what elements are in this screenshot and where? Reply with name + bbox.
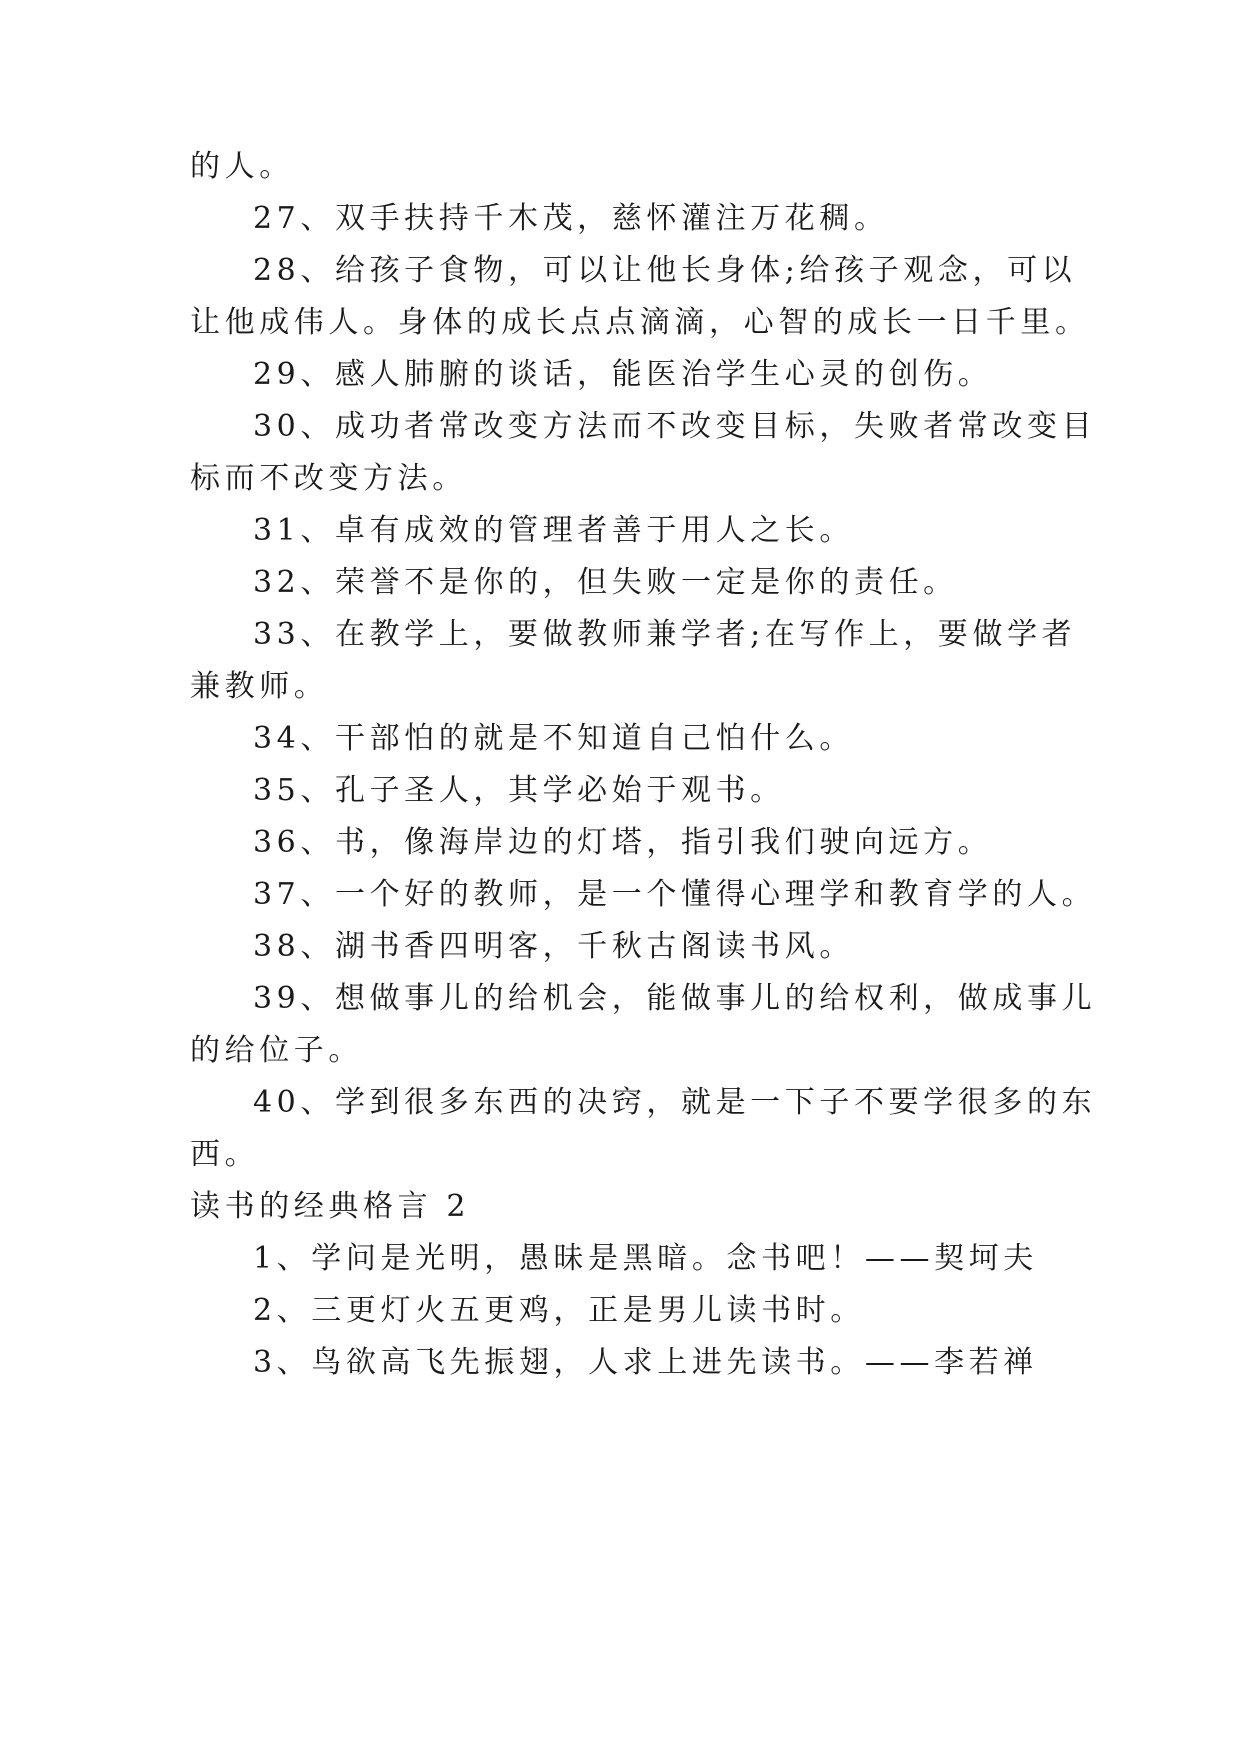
text-line: 的人。 — [190, 149, 294, 184]
quote-40: 40、学到很多东西的决窍，就是一下子不要学很多的东 — [253, 1085, 1097, 1120]
text-line: 标而不改变方法。 — [190, 461, 467, 496]
quote-27: 27、双手扶持千木茂，慈怀灌注万花稠。 — [253, 201, 889, 236]
quote-34: 34、干部怕的就是不知道自己怕什么。 — [253, 721, 854, 756]
quote-37: 37、一个好的教师，是一个懂得心理学和教育学的人。 — [253, 877, 1097, 912]
text-line: 兼教师。 — [190, 669, 329, 704]
quote-2: 2、三更灯火五更鸡，正是男儿读书时。 — [253, 1293, 865, 1328]
text-line: 西。 — [190, 1137, 260, 1172]
quote-39: 39、想做事儿的给机会，能做事儿的给权利，做成事儿 — [253, 981, 1097, 1016]
quote-38: 38、湖书香四明客，千秋古阁读书风。 — [253, 929, 854, 964]
quote-32: 32、荣誉不是你的，但失败一定是你的责任。 — [253, 565, 958, 600]
quote-35: 35、孔子圣人，其学必始于观书。 — [253, 773, 785, 808]
quote-1: 1、学问是光明，愚昧是黑暗。念书吧！——契坷夫 — [253, 1241, 1038, 1276]
quote-29: 29、感人肺腑的谈话，能医治学生心灵的创伤。 — [253, 357, 993, 392]
quote-33: 33、在教学上，要做教师兼学者;在写作上，要做学者 — [253, 617, 1077, 652]
quote-36: 36、书，像海岸边的灯塔，指引我们驶向远方。 — [253, 825, 993, 860]
section-heading: 读书的经典格言 2 — [190, 1189, 471, 1224]
text-line: 的给位子。 — [190, 1033, 363, 1068]
text-line: 让他成伟人。身体的成长点点滴滴，心智的成长一日千里。 — [190, 305, 1090, 340]
quote-30: 30、成功者常改变方法而不改变目标，失败者常改变目 — [253, 409, 1097, 444]
quote-3: 3、鸟欲高飞先振翅，人求上进先读书。——李若禅 — [253, 1345, 1038, 1380]
quote-31: 31、卓有成效的管理者善于用人之长。 — [253, 513, 854, 548]
quote-28: 28、给孩子食物，可以让他长身体;给孩子观念，可以 — [253, 253, 1077, 288]
